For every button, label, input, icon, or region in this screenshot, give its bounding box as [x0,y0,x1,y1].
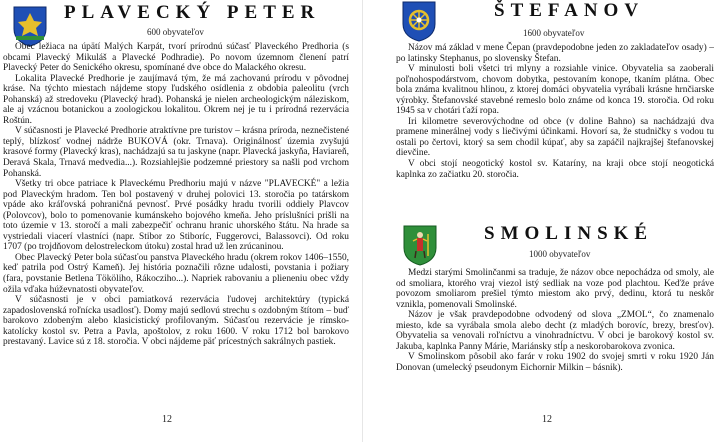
page-title: PLAVECKÝ PETER [64,2,321,23]
population-label: 600 obyvateľov [147,27,204,37]
section-title: ŠTEFANOV [494,0,645,21]
section-title: SMOLINSKÉ [484,223,654,244]
left-page [0,0,358,442]
paragraph: V obci stojí neogotický kostol sv. Kataríny, na kraji obce stojí neogotická kaplnka zo začiatku 20. storočia. [396,159,714,180]
paragraph: Obec ležiaca na úpätí Malých Karpát, tvorí prírodnú súčasť Plaveckého Predhoria (s obcami Plavecký Mikuláš a Plavecké Podhradie). Po novom územnom členení patrí Plavecký Peter do Senického okresu, spomínané dve obce do Malackého okresu. [3,42,349,74]
population-label: 1000 obyvateľov [529,249,591,259]
population-label: 1600 obyvateľov [523,28,585,38]
paragraph: V súčasnosti je v obci pamiatková rezervácia ľudovej architektúry (typická zapadoslovenská roľnícka usadlosť). Domy majú sedlovú strechu s ozdobným štítom – buď barokovo zdobeným alebo klasicistický profilovaným. Súčasťou rezervácie je rímsko-katolícky kostol sv. Petra a Pavla, apoštolov, z roku 1600. V roku 1712 bol barokovo prestavaný. Lavice sú z 18. storočia. V obci nájdeme päť prícestných sakrálnych pastiek. [3,295,349,348]
stefanov-coat-of-arms-icon [401,0,437,42]
paragraph: Obec Plavecký Peter bola súčasťou panstva Plaveckého hradu (okrem rokov 1406–1550, keď patrila pod Ostrý Kameň). Jej história poznačili rôzne udalosti, povstania i požiary (fara, povstanie Betlena Tököliho, Rákocziho...). Napriek rabovaniu a plieneniu obec vždy ožila vďaka húževnatosti obyvateľov. [3,252,349,295]
page-number: 12 [162,414,172,425]
article-body [396,268,714,373]
smolinske-coat-of-arms-icon [402,224,438,266]
paragraph: V Smolinskom pôsobil ako farár v roku 1902 do svojej smrti v roku 1920 Ján Donovan (umelecký pseudonym Eichornir Milkin – básnik). [396,352,714,373]
page-number: 12 [542,414,552,425]
paragraph: Medzi starými Smolinčanmi sa traduje, že názov obce nepochádza od smoly, ale od smoliara, ktorého vraj viezol istý sedliak na voze pod plachtou. Keďže práve povozom smoliarom prešiel týmto miestom ako prvý, dedinu, ktorá tu neskôr vznikla, pomenovali Smolinské. [396,268,714,310]
paragraph: V minulosti boli všetci tri mlyny a rozsiahle vinice. Obyvatelia sa zaoberali poľnohospodárstvom, chovom dobytka, pestovaním konope, tkaním plátna. Obec bola známa kvalitnou hlinou, z ktorej domáci obyvatelia vyrábali krásne hrnčiarske výrobky. Štefanovské stavebné remeslo bolo známe od konca 19. storočia. Od roku 1945 sa v chotári ťaží ropa. [396,64,714,117]
paragraph: Názov je však pravdepodobne odvodený od slova „ZMOL“, čo znamenalo miesto, kde sa vyrábala smola alebo decht (z mladých borovíc, brezy, bresťov). Obyvatelia sa venovali roľníctvu a vinohradníctvu. V obci je barokový kostol sv. Jakuba, kaplnka Panny Márie, Mariánsky stĺp a neskorobarokova zvonica. [396,310,714,352]
right-page [368,0,725,442]
paragraph: Lokalita Plavecké Predhorie je zaujímavá tým, že má zachovanú prírodu v pôvodnej kráse. Na týchto miestach nájdeme stopy ľudského osídlenia z obdobia paleolitu (vrch Pohanská) až stredoveku (Plavecký hrad). Pohanská je nielen archeologickým náleziskom, ale aj vzácnou botanickou a zoologickou lokalitou. Okrem nej je tu i prírodná rezervácia Roštún. [3,73,349,126]
paragraph: Všetky tri obce patriace k Plaveckému Predhoriu majú v názve "PLAVECKÉ" a ležia pod Plaveckým hradom. Ten bol postavený v druhej polovici 13. storočia po tatárskom vpáde ako kráľovská pohraničná pevnosť. Prvé posádky hradu tvorili oddiely Plavcov (Polovcov), bolo to pomenovanie kumánskeho bojového kmeňa. Jeho príslušníci prišli na toto územie v 13. storočí a mali zabezpečiť ochranu hranic uhorského štátu. Na hrade sa vystriedali viacerí vlastníci (napr. Stibor zo Stiboríc, Fuggerovci, Balassovci). Od roku 1707 (po trojdňovom delostreleckom útoku) zostal hrad už len zrúcaninou. [3,179,349,253]
paragraph: Názov má základ v mene Čepan (pravdepodobne jeden zo zakladateľov osady) – po latinsky Stephanus, po slovensky Štefan. [396,43,714,64]
paragraph: Iri kilometre severovýchodne od obce (v doline Bahno) sa nachádzajú dva pramene minerálnej vody s liečivými účinkami. Hovorí sa, že studničky s vodou tu ostali po čertovi, ktorý sa sem chodil kúpať, aby sa zapáčil najkrajšej štefanovskej dievčine. [396,116,714,159]
article-body [396,43,714,180]
page-gutter [362,0,363,442]
plavecky-peter-coat-of-arms-icon [12,5,48,47]
article-body [3,42,349,348]
paragraph: V súčasnosti je Plavecké Predhorie atraktívne pre turistov – krásna príroda, neznečistené teplý, blízkosť vodnej nádrže BUKOVÁ (okr. Trnava). Originálnosť územia zvyšujú krasové formy (Plavecký kras), nachádzajú sa tu jaskyne (napr. Plavecká jaskyňa, Haviareň, Deravá Skala, Trnavá medvedia...). Rozsiahlejšie podzemné priestory sa našli pod vrchom Pohanská. [3,126,349,179]
